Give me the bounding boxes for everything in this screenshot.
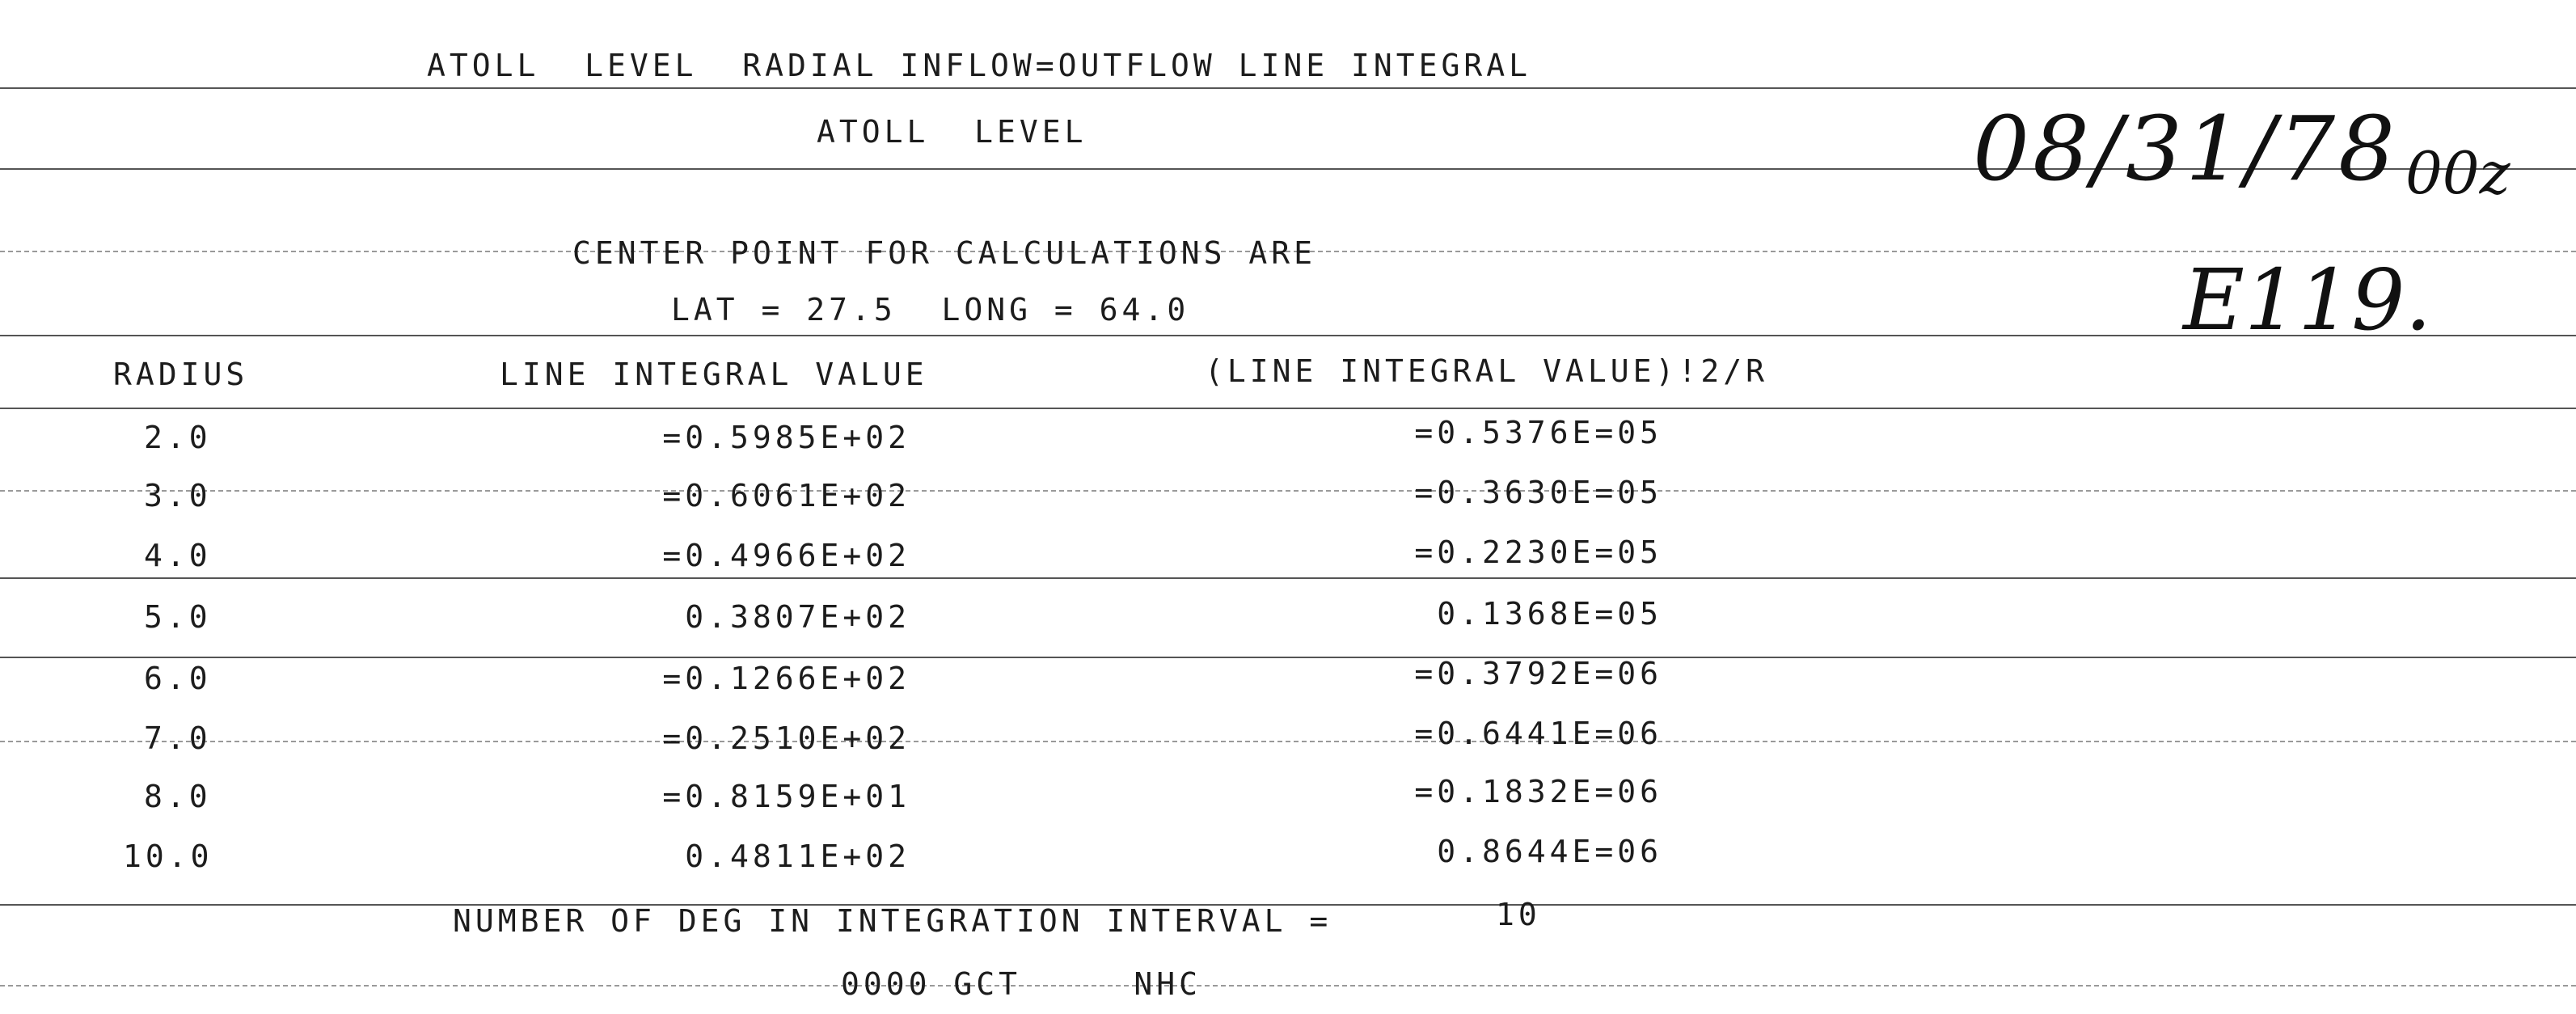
radius-cell: 8.0 [144,779,212,814]
line-integral-cell: =0.8159E+01 [662,779,910,814]
report-title: ATOLL LEVEL RADIAL INFLOW=OUTFLOW LINE INTEGRAL [427,48,1532,83]
line-integral-cell: 0.4811E+02 [685,839,910,874]
column-header-line-integral: LINE INTEGRAL VALUE [500,357,928,392]
report-subtitle: ATOLL LEVEL [817,114,1087,150]
column-header-line-integral-squared: (LINE INTEGRAL VALUE)!2/R [1205,353,1768,389]
line-integral-cell: =0.4966E+02 [662,538,910,573]
line-integral-squared-cell: =0.6441E=06 [1414,716,1662,751]
line-integral-cell: 0.3807E+02 [685,599,910,635]
line-integral-squared-cell: 0.8644E=06 [1437,834,1662,869]
radius-cell: 7.0 [144,720,212,756]
line-integral-squared-cell: =0.1832E=06 [1414,774,1662,809]
radius-cell: 5.0 [144,599,212,635]
rule-line [0,87,2576,89]
line-integral-cell: =0.6061E+02 [662,478,910,513]
radius-cell: 10.0 [123,839,213,874]
rule-line [0,985,2576,987]
line-integral-squared-cell: =0.3792E=06 [1414,656,1662,691]
line-integral-cell: =0.5985E+02 [662,420,910,455]
line-integral-squared-cell: 0.1368E=05 [1437,596,1662,632]
rule-line [0,741,2576,742]
handwritten-date: 08/31/78 [1973,97,2399,201]
center-point-coords: LAT = 27.5 LONG = 64.0 [671,292,1190,327]
integration-interval-value: 10 [1496,897,1541,932]
integration-interval-label: NUMBER OF DEG IN INTEGRATION INTERVAL = [453,903,1332,939]
rule-line [0,657,2576,658]
rule-line [0,490,2576,492]
line-integral-cell: =0.1266E+02 [662,661,910,696]
line-integral-squared-cell: =0.3630E=05 [1414,475,1662,510]
radius-cell: 6.0 [144,661,212,696]
radius-cell: 3.0 [144,478,212,513]
line-integral-squared-cell: =0.2230E=05 [1414,534,1662,570]
column-header-radius: RADIUS [113,357,249,392]
station-stamp: 0000 GCT NHC [841,966,1202,1002]
radius-cell: 4.0 [144,538,212,573]
line-integral-cell: =0.2510E+02 [662,720,910,756]
handwritten-time: 00z [2405,139,2511,207]
radius-cell: 2.0 [144,420,212,455]
rule-line [0,408,2576,409]
center-point-caption: CENTER POINT FOR CALCULATIONS ARE [572,235,1316,271]
handwritten-ref: E119. [2183,251,2432,349]
rule-line [0,577,2576,579]
line-integral-squared-cell: =0.5376E=05 [1414,415,1662,450]
